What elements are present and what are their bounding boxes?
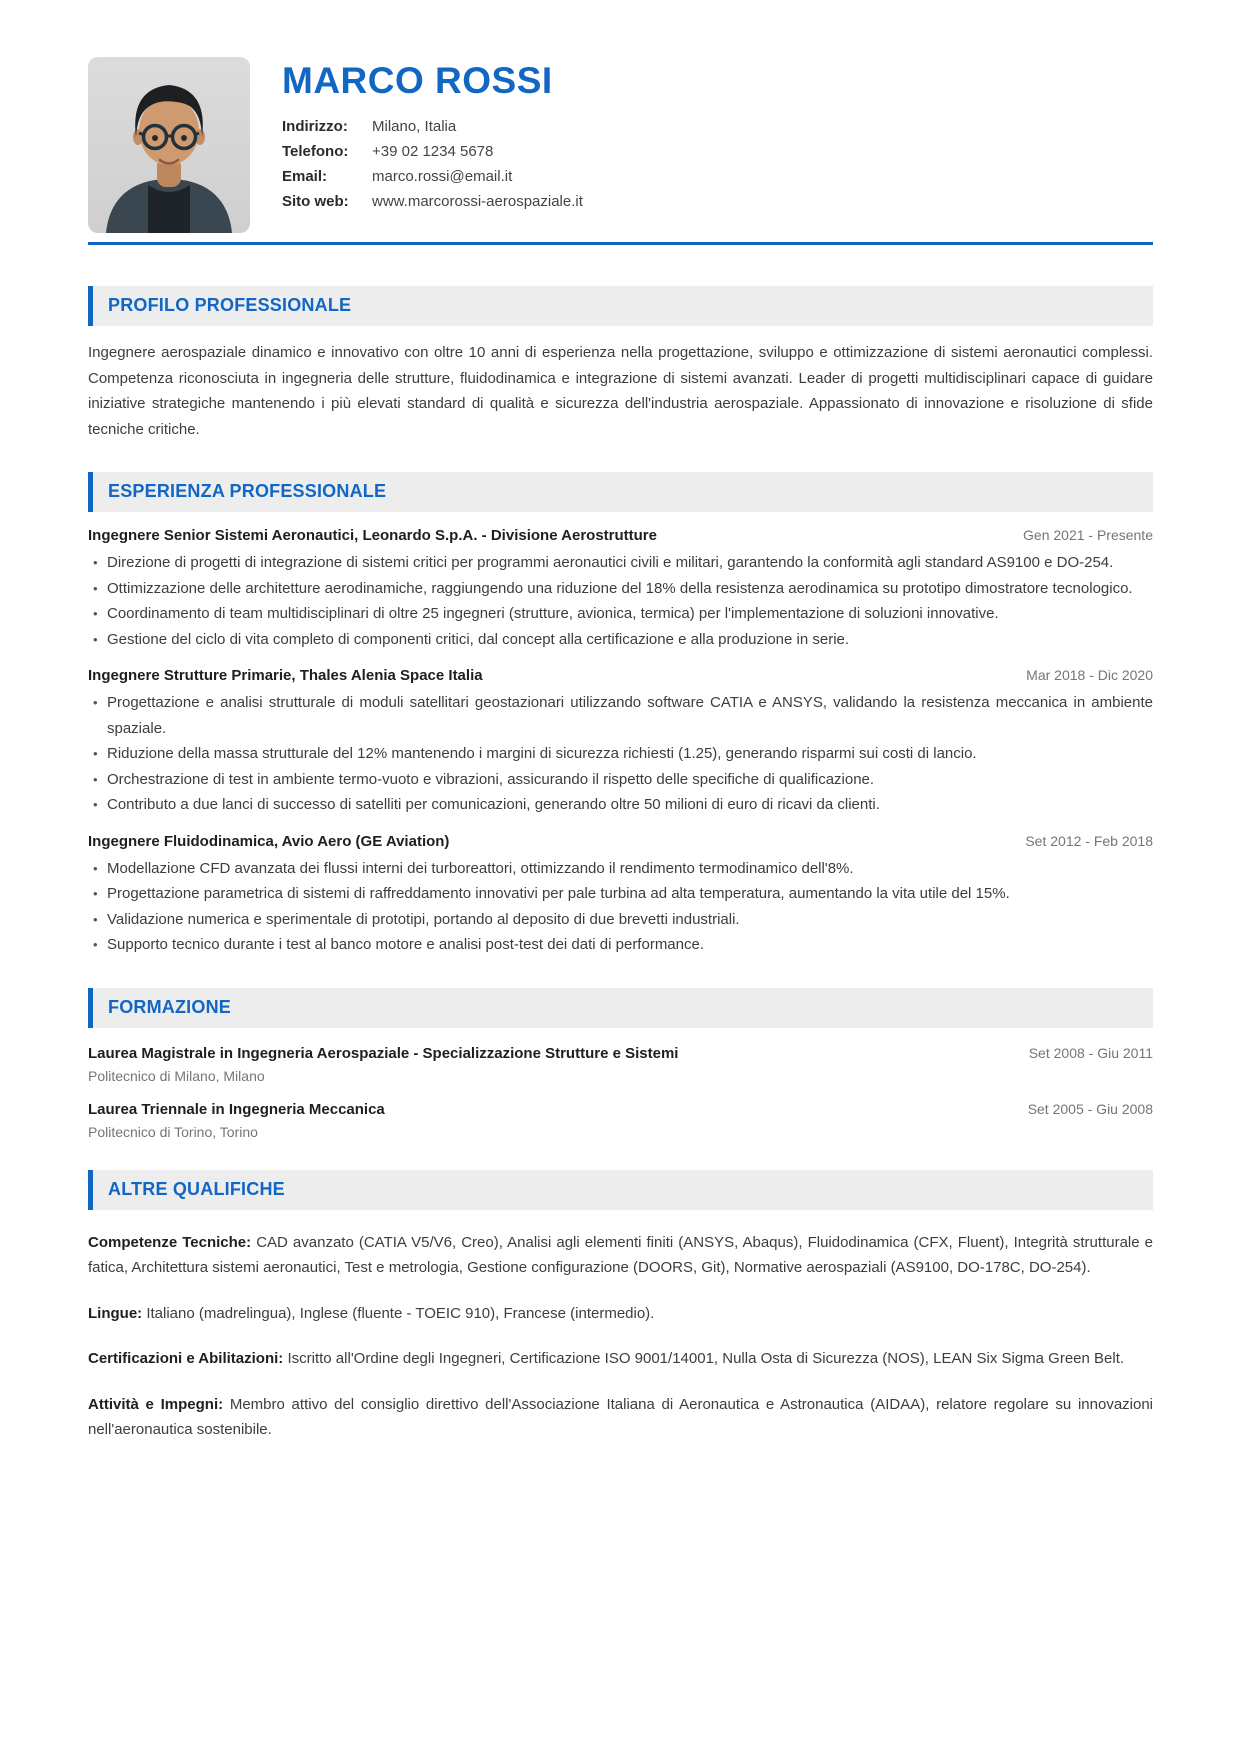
degree-dates: Set 2008 - Giu 2011 [1028,1044,1153,1061]
contact-label: Telefono: [282,142,349,160]
job-header [88,667,1153,684]
job-title: Ingegnere Strutture Primarie, Thales Alenia Space Italia [88,667,483,684]
qualification-label: Certificazioni e Abilitazioni: [88,1350,284,1367]
job-title: Ingegnere Fluidodinamica, Avio Aero (GE Aviation) [88,832,450,850]
section-title: ESPERIENZA PROFESSIONALE [108,481,387,501]
profile-photo-illustration [88,57,250,233]
job-bullet: • Coordinamento di team multidisciplinari di oltre 25 ingegneri (strutture, avionica, termica) per l'implementazione di soluzioni innovative. [88,601,1153,627]
job-bullet-list [88,856,1153,958]
section-profile [88,286,1153,442]
job-bullet: • Ottimizzazione delle architetture aerodinamiche, raggiungendo una riduzione del 18% della resistenza aerodinamica su prototipo dimostratore tecnologico. [88,576,1153,602]
header-divider [88,242,1153,245]
page-title: MARCO ROSSI [282,60,553,101]
job-header [88,833,1153,850]
job-entry [88,667,1153,818]
job-bullet-list [88,550,1153,652]
job-bullet-list [88,690,1153,818]
job-bullet: • Orchestrazione di test in ambiente termo-vuoto e vibrazioni, assicurando il rispetto delle specifiche di qualificazione. [88,767,1153,793]
section-title: FORMAZIONE [108,996,231,1017]
job-bullet: • Progettazione parametrica di sistemi di raffreddamento innovativi per pale turbina ad alta temperatura, aumentando la vita utile del 15%. [88,881,1153,907]
contact-value: +39 02 1234 5678 [372,142,494,160]
profile-photo [88,57,250,233]
identity-block [282,57,583,233]
job-entry [88,527,1153,652]
job-bullet: • Progettazione e analisi strutturale di moduli satellitari geostazionari utilizzando software CATIA e ANSYS, validando la resistenza meccanica in ambiente spaziale. [88,690,1153,741]
contact-value: www.marcorossi-aerospaziale.it [372,192,583,210]
section-other-qualifications [88,1170,1153,1443]
job-title: Ingegnere Senior Sistemi Aeronautici, Leonardo S.p.A. - Divisione Aerostrutture [88,527,657,544]
degree-header [88,1101,1153,1118]
degree-title: Laurea Magistrale in Ingegneria Aerospaziale - Specializzazione Strutture e Sistemi [88,1044,679,1062]
contact-label: Sito web: [282,192,349,210]
contact-value: marco.rossi@email.it [372,167,513,185]
job-bullet: • Direzione di progetti di integrazione di sistemi critici per programmi aeronautici civili e militari, garantendo la conformità agli standard AS9100 e DO-254. [88,550,1153,576]
degree-dates: Set 2005 - Giu 2008 [1027,1100,1153,1117]
profile-summary: Ingegnere aerospaziale dinamico e innovativo con oltre 10 anni di esperienza nella progettazione, sviluppo e ottimizzazione di sistemi aeronautici complessi. Competenza riconosciuta in ingegneria delle strutture, fluidodinamica e integrazione di sistemi avanzati. Leader di progetti multidisciplinari capace di guidare iniziative strategiche mantenendo i più elevati standard di qualità e sicurezza dell'industria aerospaziale. Appassionato di innovazione e risoluzione di sfide tecniche critiche. [88,344,1153,438]
qualification-list [88,1230,1153,1443]
job-entry [88,833,1153,958]
qualification-text: CAD avanzato (CATIA V5/V6, Creo), Analisi agli elementi finiti (ANSYS, Abaqus), Fluidodinamica (CFX, Fluent), Integrità strutturale e fatica, Architettura sistemi aeronautici, Test e metrologia, Gestione configurazione (DOORS, Git), Normative aerospaziali (AS9100, DO-178C, DO-254). [88,1233,1153,1276]
job-bullet: • Validazione numerica e sperimentale di prototipi, portando al deposito di due brevetti industriali. [88,907,1153,933]
degree-school: Politecnico di Torino, Torino [88,1123,258,1140]
section-title: PROFILO PROFESSIONALE [108,295,352,315]
job-bullet: • Supporto tecnico durante i test al banco motore e analisi post-test dei dati di performance. [88,932,1153,958]
qualification-item [88,1230,1153,1281]
section-header-education [88,988,1153,1028]
qualification-item [88,1392,1153,1443]
job-bullet: • Riduzione della massa strutturale del 12% mantenendo i margini di sicurezza richiesti (1.25), generando risparmi sui costi di lancio. [88,741,1153,767]
section-header-profile [88,286,1153,326]
qualification-text: Iscritto all'Ordine degli Ingegneri, Certificazione ISO 9001/14001, Nulla Osta di Sicurezza (NOS), LEAN Six Sigma Green Belt. [287,1350,1125,1367]
job-dates: Set 2012 - Feb 2018 [1025,832,1153,849]
job-dates: Gen 2021 - Presente [1023,527,1153,543]
header [88,57,1153,233]
job-header [88,527,1153,544]
qualification-item [88,1301,1153,1327]
contact-row [282,189,583,214]
qualification-label: Competenze Tecniche: [88,1233,252,1251]
degree-list [88,1045,1153,1140]
qualification-text: Membro attivo del consiglio direttivo dell'Associazione Italiana di Aeronautica e Astronautica (AIDAA), relatore regolare su innovazioni nell'aeronautica sostenibile. [88,1395,1154,1438]
qualification-text: Italiano (madrelingua), Inglese (fluente - TOEIC 910), Francese (intermedio). [146,1304,655,1322]
section-header-experience [88,472,1153,512]
contact-row [282,164,583,189]
job-list [88,527,1153,958]
contact-value: Milano, Italia [372,117,457,135]
qualification-label: Lingue: [88,1304,143,1322]
degree-entry [88,1101,1153,1140]
qualification-label: Attività e Impegni: [88,1395,224,1413]
degree-school: Politecnico di Milano, Milano [88,1067,265,1084]
section-education [88,988,1153,1140]
section-title: ALTRE QUALIFICHE [108,1178,285,1199]
section-header-other-qualifications [88,1170,1153,1210]
degree-header [88,1045,1153,1062]
job-dates: Mar 2018 - Dic 2020 [1026,667,1153,683]
degree-entry [88,1045,1153,1084]
section-experience [88,472,1153,958]
contact-row [282,139,583,164]
contact-row [282,114,583,139]
qualification-item [88,1346,1153,1372]
job-bullet: • Contributo a due lanci di successo di satelliti per comunicazioni, generando oltre 50 milioni di euro di ricavi da clienti. [88,792,1153,818]
job-bullet: • Modellazione CFD avanzata dei flussi interni dei turboreattori, ottimizzando il rendimento termodinamico dell'8%. [88,856,1153,882]
contact-list [282,114,583,214]
job-bullet: • Gestione del ciclo di vita completo di componenti critici, dal concept alla certificazione e alla produzione in serie. [88,627,1153,653]
contact-label: Indirizzo: [282,117,348,135]
contact-label: Email: [282,167,328,185]
degree-title: Laurea Triennale in Ingegneria Meccanica [88,1100,385,1118]
